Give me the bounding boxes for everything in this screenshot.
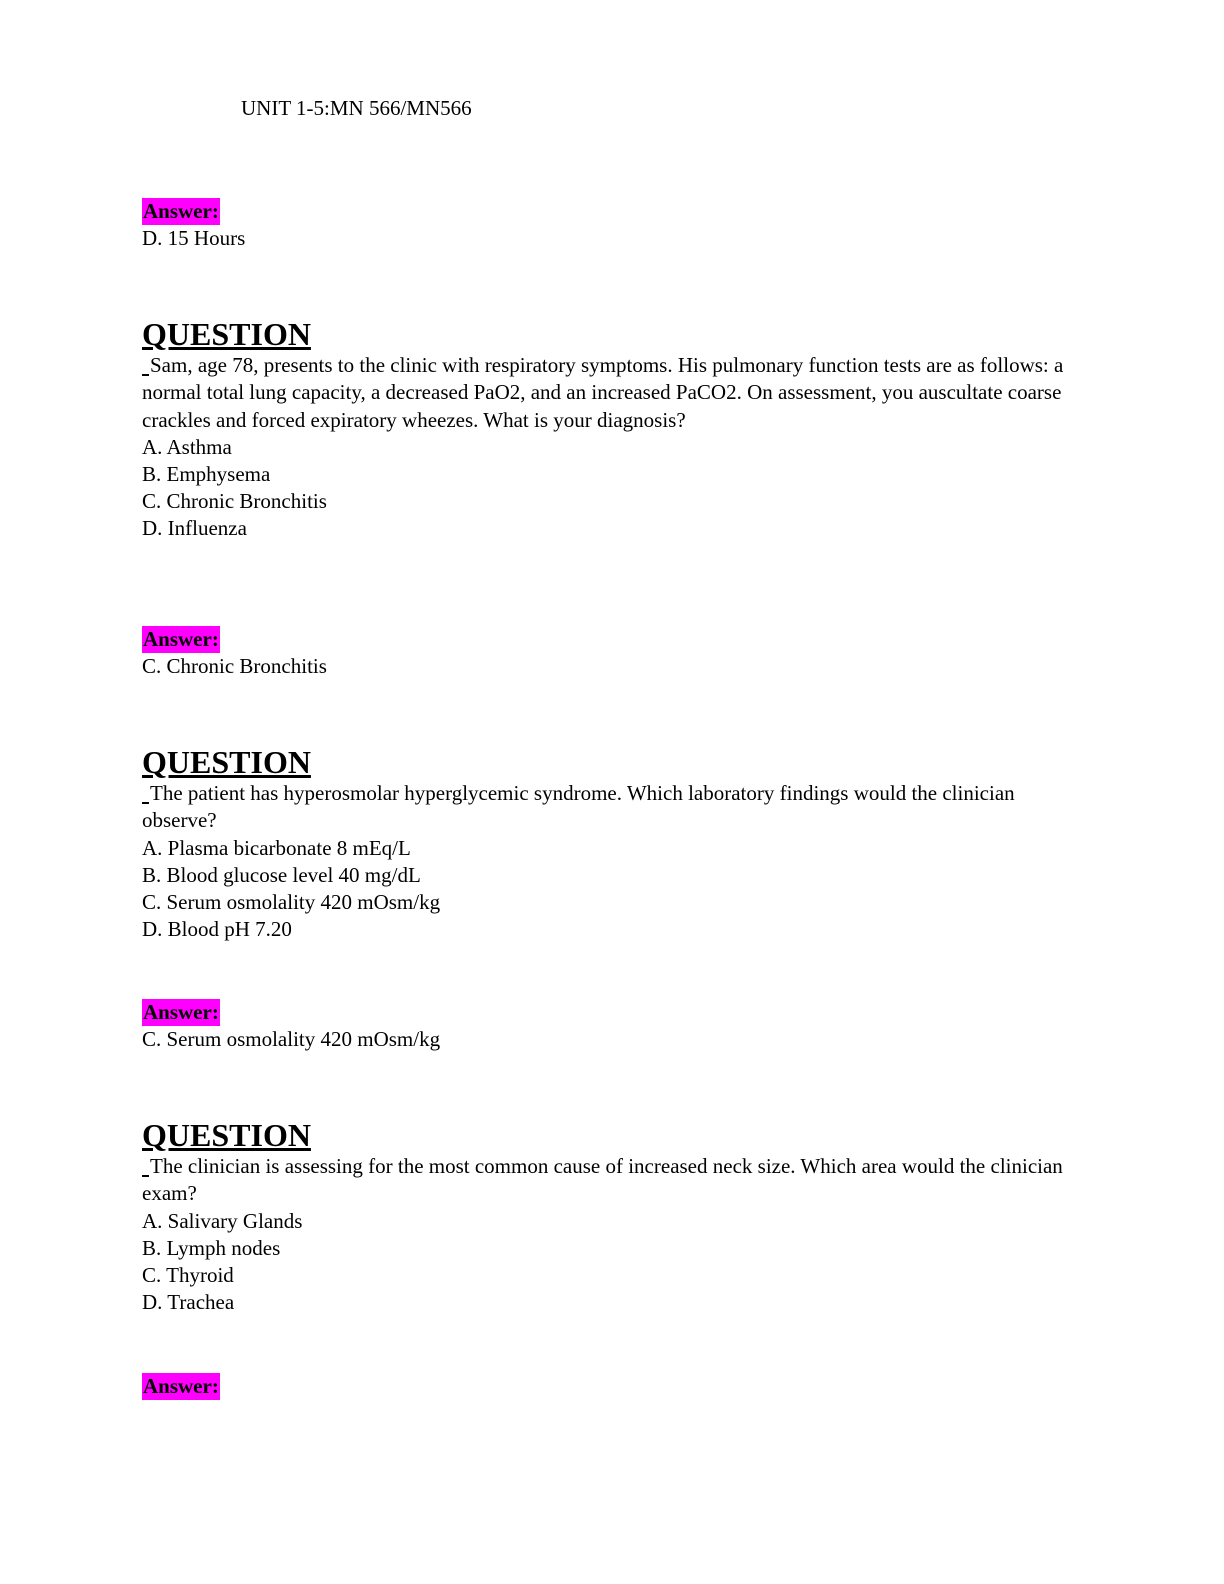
question-text [142,352,1072,434]
option-c: C. Serum osmolality 420 mOsm/kg [142,889,441,914]
answer-block-1 [142,626,1072,680]
question-heading: QUESTION [142,744,311,780]
question-heading: QUESTION [142,1117,311,1153]
option-d: D. Trachea [142,1289,235,1314]
question-body: The clinician is assessing for the most common cause of increased neck size. Which area would the clinician exam? [142,1154,1063,1206]
option-c: C. Thyroid [142,1262,234,1287]
bullet-marker [142,802,149,804]
question-block-2 [142,744,1072,943]
option-a: A. Asthma [142,434,232,459]
question-body: Sam, age 78, presents to the clinic with respiratory symptoms. His pulmonary function tests are as follows: a normal total lung capacity, a decreased PaO2, and an increased PaCO2. On assessment, you auscultate coarse crackles and forced expiratory wheezes. What is your diagnosis? [142,353,1064,432]
question-text [142,1153,1072,1208]
bullet-marker [142,1175,149,1177]
answer-block-2 [142,999,1072,1053]
answer-label: Answer: [143,199,219,223]
answer-block-3 [142,1373,1072,1400]
question-text [142,780,1072,835]
answer-block-0 [142,198,1072,252]
question-block-3 [142,1117,1072,1316]
option-d: D. Influenza [142,515,247,540]
option-b: B. Lymph nodes [142,1235,281,1260]
answer-label: Answer: [143,1374,219,1398]
option-b: B. Emphysema [142,461,271,486]
question-block-1 [142,316,1072,542]
page-header: UNIT 1-5:MN 566/MN566 [241,96,472,120]
answer-text: D. 15 Hours [142,226,246,250]
answer-text: C. Chronic Bronchitis [142,654,327,678]
answer-label: Answer: [143,1000,219,1024]
question-heading: QUESTION [142,316,311,352]
option-a: A. Salivary Glands [142,1208,303,1233]
option-d: D. Blood pH 7.20 [142,916,292,941]
answer-text: C. Serum osmolality 420 mOsm/kg [142,1027,441,1051]
option-a: A. Plasma bicarbonate 8 mEq/L [142,835,411,860]
option-c: C. Chronic Bronchitis [142,488,327,513]
answer-label: Answer: [143,627,219,651]
option-list [142,434,1072,542]
option-b: B. Blood glucose level 40 mg/dL [142,862,421,887]
question-body: The patient has hyperosmolar hyperglycemic syndrome. Which laboratory findings would the clinician observe? [142,781,1015,833]
option-list [142,1208,1072,1316]
bullet-marker [142,374,149,376]
option-list [142,835,1072,943]
